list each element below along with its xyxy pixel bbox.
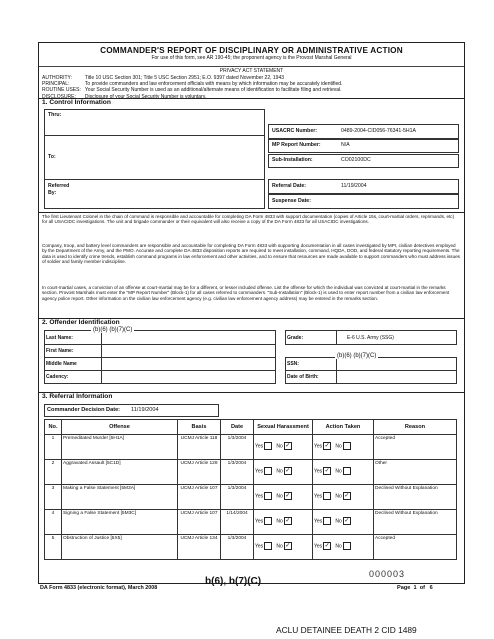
table-row (45, 510, 457, 535)
form-id: DA Form 4833 (electronic format), March 2008 (40, 585, 158, 591)
action-taken-cell (313, 535, 374, 560)
yes-label: Yes (314, 493, 323, 500)
table-row (45, 485, 457, 510)
no-label: No (276, 543, 283, 550)
authority-label: AUTHORITY: (42, 75, 73, 81)
routine-uses-label: ROUTINE USES: (42, 87, 81, 94)
no-label: No (276, 468, 283, 475)
sexual-harassment-cell (254, 485, 313, 510)
control-heading: 1. Control Information (42, 99, 111, 106)
col-reason: Reason (374, 420, 457, 435)
referral-rows (45, 435, 457, 560)
row-number: 1 (45, 435, 62, 460)
basis-cell: UCMJ Article 107 (178, 510, 221, 535)
col-sexual-harassment: Sexual Harassment (254, 420, 313, 435)
instructions-paragraph-2: Company, troop, and battery level commanders are responsible and accountable for completing DA Form 4833 with supporting documentation in all cases investigated by MPI, civilian detectives employed by the Department of the Army, and the PMO. Accurate and complete DA 4833 disposition reports are required to meet installation, command, HQDA, DOD, and federal statutory reporting requirements. The data is used to identify crime trends, establish command programs in law enforcement and other activities, and to ensure that resources are made available to support commanders who must address issues of soldier and family member indiscipline. (42, 243, 460, 265)
sexual-harassment-yes-checkbox[interactable] (264, 492, 272, 500)
thru-label: Thru: (48, 112, 62, 118)
date-cell: 1/3/2004 (221, 535, 254, 560)
yes-label: Yes (314, 443, 323, 450)
sexual-harassment-cell (254, 535, 313, 560)
grade-value: E-6 U.S. Army (SSG) (337, 331, 457, 345)
yes-label: Yes (255, 468, 264, 475)
privacy-act-table (42, 75, 346, 100)
usacrc-field[interactable] (268, 124, 459, 139)
basis-cell: UCMJ Article 107 (178, 485, 221, 510)
form-frame (38, 42, 465, 584)
sexual-harassment-yes-checkbox[interactable] (264, 442, 272, 450)
usacrc-label: USACRC Number: (272, 128, 317, 134)
usacrc-value: 0489-2004-CID056-76341-5H1A (341, 128, 416, 134)
action-taken-yes-checkbox[interactable]: ✓ (324, 443, 330, 449)
sexual-harassment-yes-checkbox[interactable] (264, 467, 272, 475)
privacy-act-heading: PRIVACY ACT STATEMENT (39, 66, 464, 74)
reason-cell: Declined Without Explanation (374, 485, 457, 510)
suspense-date-label: Suspense Date: (272, 198, 311, 204)
last-name-label: Last Name: (45, 331, 102, 345)
no-label: No (335, 543, 342, 550)
decision-date-value: 11/19/2004 (131, 407, 159, 413)
action-taken-yes-checkbox[interactable]: ✓ (324, 468, 330, 474)
footer-redaction: b(6), b(7)(C) (205, 576, 262, 587)
action-taken-no-checkbox[interactable] (343, 467, 351, 475)
routine-uses-text: Your Social Security Number is used as an additional/alternate means of identification to facilitate filing and retrieval. (84, 87, 342, 94)
table-row (45, 435, 457, 460)
col-date: Date (221, 420, 254, 435)
name-redaction: (b)(6) (b)(7)(C) (93, 327, 133, 333)
action-taken-no-checkbox[interactable] (343, 442, 351, 450)
action-taken-no-checkbox[interactable]: ✓ (344, 493, 350, 499)
to-field[interactable] (44, 135, 265, 181)
yes-label: Yes (255, 543, 264, 550)
referral-table (44, 419, 457, 560)
sub-installation-value: CO02100DC (341, 157, 371, 163)
page-number: Page 1 of 6 (397, 585, 433, 591)
table-row (45, 460, 457, 485)
referral-date-label: Referral Date: (272, 183, 307, 189)
action-taken-cell (313, 485, 374, 510)
sexual-harassment-no-checkbox[interactable]: ✓ (285, 468, 291, 474)
action-taken-no-checkbox[interactable]: ✓ (344, 518, 350, 524)
offender-name-table (44, 330, 276, 384)
col-basis: Basis (178, 420, 221, 435)
no-label: No (276, 518, 283, 525)
disclosure-label: DISCLOSURE: (42, 93, 76, 100)
reason-cell: Accepted (374, 535, 457, 560)
offense-cell: Signing a False Statement [5M3C] (62, 510, 178, 535)
instructions-paragraph-3: In court-martial cases, a conviction of an offense at court-martial may be for a different, or lesser included offense. List the offense for which the individual was convicted at court-martial in the remarks section. Provost Marshals must enter the "MP Report Number" (Block-1) for all cases referred to commanders. "Sub-Installation" (Block-1) is used to enter report number from a civilian law enforcement agency police report. Other information on the civilian law enforcement agency (e.g. civilian law enforcement agency address) may be entered in the remarks section. (42, 285, 450, 301)
disclosure-text: Disclosure of your Social Security Number is voluntary. (84, 93, 207, 100)
no-label: No (335, 493, 342, 500)
bates-stamp: 000003 (369, 569, 406, 579)
row-number: 4 (45, 510, 62, 535)
yes-label: Yes (314, 518, 323, 525)
reason-cell: Declined Without Explanation (374, 510, 457, 535)
action-taken-no-checkbox[interactable] (343, 542, 351, 550)
offense-cell: Premeditated Murder [5H1A] (62, 435, 178, 460)
sexual-harassment-cell (254, 460, 313, 485)
reason-cell: Accepted (374, 435, 457, 460)
action-taken-yes-checkbox[interactable] (323, 517, 331, 525)
sexual-harassment-no-checkbox[interactable]: ✓ (285, 443, 291, 449)
row-number: 3 (45, 485, 62, 510)
date-cell: 1/3/2004 (221, 460, 254, 485)
decision-date-field[interactable] (44, 404, 219, 417)
first-name-label: First Name: (45, 345, 102, 358)
case-label: ACLU DETAINEE DEATH 2 CID 1489 (276, 625, 417, 635)
grade-label: Grade: (286, 331, 337, 345)
sexual-harassment-yes-checkbox[interactable] (264, 542, 272, 550)
action-taken-cell (313, 460, 374, 485)
to-label: To: (48, 154, 56, 160)
mp-report-label: MP Report Number: (272, 142, 321, 148)
principal-label: PRINCIPAL: (42, 81, 70, 88)
row-number: 2 (45, 460, 62, 485)
action-taken-cell (313, 435, 374, 460)
referral-date-value: 11/19/2004 (341, 183, 367, 189)
date-cell: 1/14/2004 (221, 510, 254, 535)
no-label: No (276, 443, 283, 450)
referred-by-label: Referred By: (48, 183, 70, 196)
dob-field[interactable] (337, 371, 457, 384)
sub-installation-field[interactable] (268, 154, 459, 168)
ssn-field[interactable] (337, 358, 457, 371)
basis-cell: UCMJ Article 118 (178, 435, 221, 460)
yes-label: Yes (314, 543, 323, 550)
decision-date-label: Commander Decision Date: (47, 407, 121, 413)
sexual-harassment-yes-checkbox[interactable] (264, 517, 272, 525)
principal-text: To provide commanders and law enforcement officials with means by which information may be accurately identified. (84, 81, 343, 88)
middle-name-field[interactable] (102, 358, 276, 371)
referral-date-field[interactable] (268, 179, 459, 194)
referred-by-field[interactable] (44, 179, 265, 209)
thru-field[interactable] (44, 109, 265, 137)
form-subtitle: For use of this form, see AR 190-45; the proponent agency is the Provost Marshal General (151, 55, 352, 61)
referral-heading: 3. Referral Information (42, 393, 113, 400)
sexual-harassment-cell (254, 435, 313, 460)
action-taken-cell (313, 510, 374, 535)
no-label: No (335, 468, 342, 475)
first-name-field[interactable] (102, 345, 276, 358)
sub-installation-label: Sub-Installation: (272, 157, 313, 163)
action-taken-yes-checkbox[interactable] (323, 492, 331, 500)
offense-cell: Aggravated Assault [5C1D] (62, 460, 178, 485)
sexual-harassment-no-checkbox[interactable]: ✓ (285, 543, 291, 549)
cadency-field[interactable] (102, 371, 276, 384)
dob-label: Date of Birth: (286, 371, 337, 384)
reason-cell: Other (374, 460, 457, 485)
no-label: No (335, 518, 342, 525)
col-no: No. (45, 420, 62, 435)
yes-label: Yes (314, 468, 323, 475)
instructions-paragraph-1: The first Lieutenant Colonel in the chain of command is responsible and accountable for completing DA Form 4833 with support documentation (copies of Article 15s, court-martial orders, reprimands, etc) for all USACIDC investigations. The unit and brigade commander or their equivalent will also receive a copy of the DA Form 4833 for all USACIDC investigations. (42, 214, 455, 225)
suspense-date-field[interactable] (268, 194, 459, 209)
basis-cell: UCMJ Article 128 (178, 460, 221, 485)
mp-report-field[interactable] (268, 139, 459, 153)
offense-cell: Obstruction of Justice [5X5] (62, 535, 178, 560)
divider (39, 212, 464, 213)
sexual-harassment-no-checkbox[interactable]: ✓ (285, 518, 291, 524)
yes-label: Yes (255, 518, 264, 525)
basis-cell: UCMJ Article 134 (178, 535, 221, 560)
sexual-harassment-no-checkbox[interactable]: ✓ (285, 493, 291, 499)
middle-name-label: Middle Name (45, 358, 102, 371)
cadency-label: Cadency: (45, 371, 102, 384)
sexual-harassment-cell (254, 510, 313, 535)
no-label: No (276, 493, 283, 500)
ssn-redaction: (b)(6) (b)(7)(C) (337, 353, 377, 359)
action-taken-yes-checkbox[interactable]: ✓ (324, 543, 330, 549)
col-action-taken: Action Taken (313, 420, 374, 435)
date-cell: 1/3/2004 (221, 435, 254, 460)
mp-report-value: N/A (341, 142, 350, 148)
date-cell: 1/3/2004 (221, 485, 254, 510)
table-row (45, 535, 457, 560)
ssn-label: SSN: (286, 358, 337, 371)
yes-label: Yes (255, 443, 264, 450)
form-title: COMMANDER'S REPORT OF DISCIPLINARY OR ADMINISTRATIVE ACTION (100, 46, 403, 55)
offense-cell: Making a False Statement [5M3A] (62, 485, 178, 510)
offender-heading: 2. Offender Identification (42, 319, 120, 326)
col-offense: Offense (62, 420, 178, 435)
row-number: 5 (45, 535, 62, 560)
no-label: No (335, 443, 342, 450)
authority-text: Title 10 USC Section 301; Title 5 USC Section 2951; E.O. 9397 dated November 22, 1943 (84, 75, 285, 81)
yes-label: Yes (255, 493, 264, 500)
